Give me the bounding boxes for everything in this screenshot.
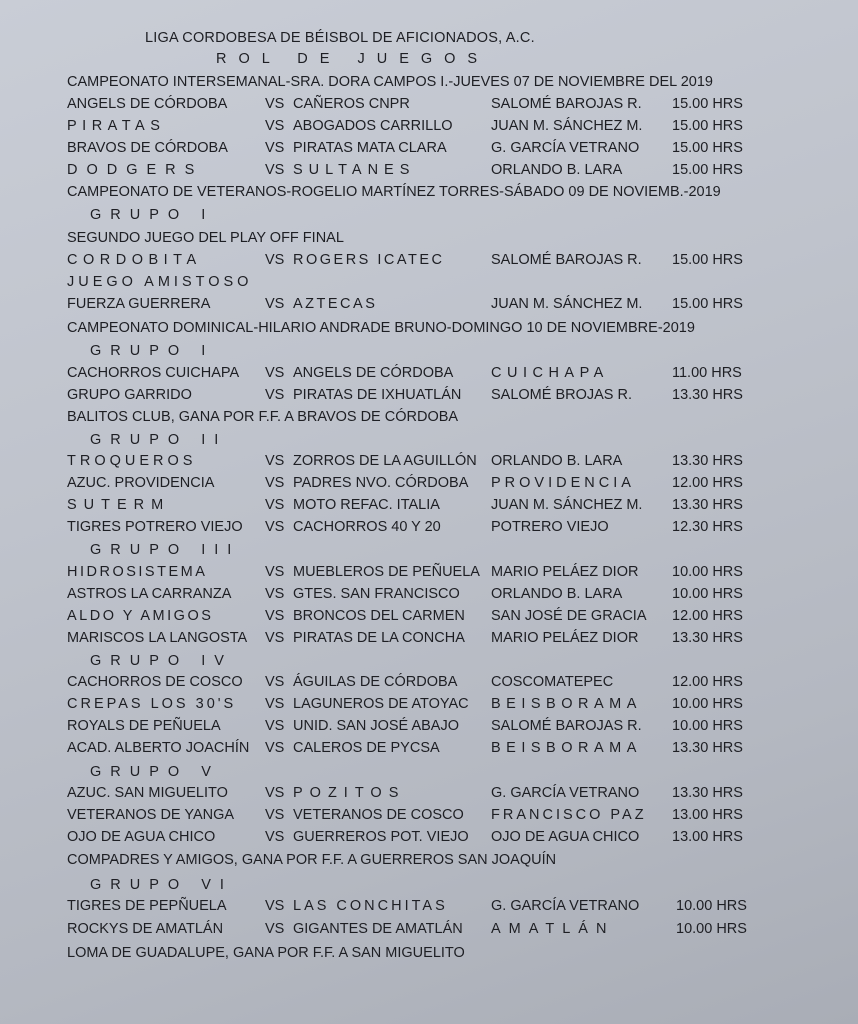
game-time: 13.00 HRS	[672, 829, 743, 845]
vs-label: VS	[265, 608, 285, 624]
game-time: 15.00 HRS	[672, 140, 743, 156]
away-team: GIGANTES DE AMATLÁN	[293, 921, 463, 937]
game-row	[0, 139, 858, 159]
game-row	[0, 496, 858, 516]
game-row	[0, 364, 858, 384]
note: SEGUNDO JUEGO DEL PLAY OFF FINAL	[67, 230, 344, 246]
game-time: 15.00 HRS	[672, 252, 743, 268]
game-row	[0, 717, 858, 737]
field-umpire: BEISBORAMA	[491, 740, 642, 756]
game-row	[0, 673, 858, 693]
group-heading: GRUPO IV	[90, 653, 233, 669]
away-team: PIRATAS DE IXHUATLÁN	[293, 387, 462, 403]
field-umpire: SALOMÉ BAROJAS R.	[491, 252, 642, 268]
group-heading: GRUPO II	[90, 432, 228, 448]
home-team: VETERANOS DE YANGA	[67, 807, 235, 823]
game-row	[0, 585, 858, 605]
home-team: MARISCOS LA LANGOSTA	[67, 630, 248, 646]
field-umpire: SALOMÉ BAROJAS R.	[491, 718, 642, 734]
section-heading: CAMPEONATO INTERSEMANAL-SRA. DORA CAMPOS I.-JUEVES 07 DE NOVIEMBRE DEL 2019	[67, 74, 713, 90]
vs-label: VS	[265, 252, 285, 268]
away-team: ÁGUILAS DE CÓRDOBA	[293, 674, 458, 690]
field-umpire: JUAN M. SÁNCHEZ M.	[491, 118, 643, 134]
note: LOMA DE GUADALUPE, GANA POR F.F. A SAN MIGUELITO	[67, 945, 465, 961]
game-row	[0, 386, 858, 406]
field-umpire: G. GARCÍA VETRANO	[491, 140, 640, 156]
home-team: AZUC. SAN MIGUELITO	[67, 785, 228, 801]
group-heading: GRUPO V	[90, 764, 220, 780]
home-team: TROQUEROS	[67, 453, 197, 469]
game-row	[0, 95, 858, 115]
field-umpire: ORLANDO B. LARA	[491, 586, 623, 602]
home-team: BRAVOS DE CÓRDOBA	[67, 140, 228, 156]
vs-label: VS	[265, 807, 285, 823]
game-row	[0, 897, 858, 917]
home-team: GRUPO GARRIDO	[67, 387, 192, 403]
home-team: OJO DE AGUA CHICO	[67, 829, 216, 845]
note: COMPADRES Y AMIGOS, GANA POR F.F. A GUERREROS SAN JOAQUÍN	[67, 852, 557, 868]
section-heading: CAMPEONATO DOMINICAL-HILARIO ANDRADE BRUNO-DOMINGO 10 DE NOVIEMBRE-2019	[67, 320, 695, 336]
vs-label: VS	[265, 740, 285, 756]
group-heading: GRUPO VI	[90, 877, 233, 893]
game-time: 10.00 HRS	[672, 564, 743, 580]
away-team: PIRATAS DE LA CONCHA	[293, 630, 465, 646]
away-team: AZTECAS	[293, 296, 378, 312]
vs-label: VS	[265, 718, 285, 734]
game-time: 13.30 HRS	[672, 630, 743, 646]
vs-label: VS	[265, 162, 285, 178]
away-team: CACHORROS 40 Y 20	[293, 519, 441, 535]
field-umpire: OJO DE AGUA CHICO	[491, 829, 640, 845]
section-heading: CAMPEONATO DE VETERANOS-ROGELIO MARTÍNEZ TORRES-SÁBADO 09 DE NOVIEMB.-2019	[67, 184, 721, 200]
game-time: 13.30 HRS	[672, 497, 743, 513]
field-umpire: SALOMÉ BROJAS R.	[491, 387, 633, 403]
league-name: LIGA CORDOBESA DE BÉISBOL DE AFICIONADOS, A.C.	[145, 30, 535, 46]
home-team: AZUC. PROVIDENCIA	[67, 475, 215, 491]
vs-label: VS	[265, 296, 285, 312]
game-row	[0, 251, 858, 271]
game-row	[0, 920, 858, 940]
field-umpire: ORLANDO B. LARA	[491, 162, 623, 178]
away-team: SULTANES	[293, 162, 416, 178]
game-row	[0, 518, 858, 538]
away-team: ABOGADOS CARRILLO	[293, 118, 453, 134]
away-team: BRONCOS DEL CARMEN	[293, 608, 465, 624]
game-time: 15.00 HRS	[672, 162, 743, 178]
field-umpire: JUAN M. SÁNCHEZ M.	[491, 296, 643, 312]
vs-label: VS	[265, 387, 285, 403]
away-team: MUEBLEROS DE PEÑUELA	[293, 564, 480, 580]
home-team: ROYALS DE PEÑUELA	[67, 718, 221, 734]
game-row	[0, 695, 858, 715]
game-time: 13.00 HRS	[672, 807, 743, 823]
field-umpire: SALOMÉ BAROJAS R.	[491, 96, 642, 112]
game-row	[0, 563, 858, 583]
vs-label: VS	[265, 564, 285, 580]
game-row	[0, 117, 858, 137]
group-heading: GRUPO III	[90, 542, 241, 558]
game-time: 10.00 HRS	[676, 921, 747, 937]
field-umpire: G. GARCÍA VETRANO	[491, 785, 640, 801]
home-team: DODGERS	[67, 162, 204, 178]
game-row	[0, 784, 858, 804]
away-team: ZORROS DE LA AGUILLÓN	[293, 453, 477, 469]
game-time: 13.30 HRS	[672, 387, 743, 403]
home-team: HIDROSISTEMA	[67, 564, 208, 580]
game-row	[0, 295, 858, 315]
away-team: GTES. SAN FRANCISCO	[293, 586, 460, 602]
game-time: 12.00 HRS	[672, 674, 743, 690]
home-team: SUTERM	[67, 497, 171, 513]
field-umpire: FRANCISCO PAZ	[491, 807, 647, 823]
vs-label: VS	[265, 785, 285, 801]
game-row	[0, 739, 858, 759]
game-time: 13.30 HRS	[672, 453, 743, 469]
home-team: CACHORROS CUICHAPA	[67, 365, 240, 381]
vs-label: VS	[265, 497, 285, 513]
field-umpire: MARIO PELÁEZ DIOR	[491, 630, 639, 646]
field-umpire: PROVIDENCIA	[491, 475, 635, 491]
vs-label: VS	[265, 898, 285, 914]
game-row	[0, 161, 858, 181]
game-time: 15.00 HRS	[672, 118, 743, 134]
game-time: 13.30 HRS	[672, 740, 743, 756]
field-umpire: MARIO PELÁEZ DIOR	[491, 564, 639, 580]
home-team: TIGRES DE PEPÑUELA	[67, 898, 227, 914]
field-umpire: POTRERO VIEJO	[491, 519, 609, 535]
field-umpire: SAN JOSÉ DE GRACIA	[491, 608, 647, 624]
home-team: ACAD. ALBERTO JOACHÍN	[67, 740, 250, 756]
away-team: ANGELS DE CÓRDOBA	[293, 365, 454, 381]
home-team: CREPAS LOS 30'S	[67, 696, 237, 712]
game-time: 10.00 HRS	[676, 898, 747, 914]
away-team: GUERREROS POT. VIEJO	[293, 829, 469, 845]
away-team: LAGUNEROS DE ATOYAC	[293, 696, 469, 712]
vs-label: VS	[265, 140, 285, 156]
away-team: UNID. SAN JOSÉ ABAJO	[293, 718, 459, 734]
game-row	[0, 806, 858, 826]
game-time: 10.00 HRS	[672, 586, 743, 602]
away-team: VETERANOS DE COSCO	[293, 807, 464, 823]
vs-label: VS	[265, 630, 285, 646]
game-time: 15.00 HRS	[672, 296, 743, 312]
game-row	[0, 452, 858, 472]
field-umpire: BEISBORAMA	[491, 696, 642, 712]
vs-label: VS	[265, 118, 285, 134]
field-umpire: COSCOMATEPEC	[491, 674, 614, 690]
home-team: CACHORROS DE COSCO	[67, 674, 243, 690]
home-team: TIGRES POTRERO VIEJO	[67, 519, 243, 535]
away-team: MOTO REFAC. ITALIA	[293, 497, 440, 513]
vs-label: VS	[265, 365, 285, 381]
field-umpire: ORLANDO B. LARA	[491, 453, 623, 469]
home-team: CORDOBITA	[67, 252, 202, 268]
game-time: 10.00 HRS	[672, 718, 743, 734]
field-umpire: AMATLÁN	[491, 921, 615, 937]
vs-label: VS	[265, 453, 285, 469]
away-team: CALEROS DE PYCSA	[293, 740, 440, 756]
game-time: 12.00 HRS	[672, 608, 743, 624]
vs-label: VS	[265, 586, 285, 602]
home-team: FUERZA GUERRERA	[67, 296, 211, 312]
group-heading: GRUPO I	[90, 207, 215, 223]
game-row	[0, 629, 858, 649]
away-team: PADRES NVO. CÓRDOBA	[293, 475, 469, 491]
home-team: PIRATAS	[67, 118, 166, 134]
away-team: PIRATAS MATA CLARA	[293, 140, 447, 156]
home-team: ROCKYS DE AMATLÁN	[67, 921, 224, 937]
away-team: CAÑEROS CNPR	[293, 96, 410, 112]
game-row	[0, 607, 858, 627]
home-team: ASTROS LA CARRANZA	[67, 586, 232, 602]
field-umpire: CUICHAPA	[491, 365, 609, 381]
field-umpire: JUAN M. SÁNCHEZ M.	[491, 497, 643, 513]
game-time: 13.30 HRS	[672, 785, 743, 801]
note: JUEGO AMISTOSO	[67, 274, 253, 290]
vs-label: VS	[265, 519, 285, 535]
game-row	[0, 474, 858, 494]
game-time: 12.30 HRS	[672, 519, 743, 535]
away-team: POZITOS	[293, 785, 406, 801]
note: BALITOS CLUB, GANA POR F.F. A BRAVOS DE CÓRDOBA	[67, 409, 459, 425]
game-row	[0, 828, 858, 848]
vs-label: VS	[265, 921, 285, 937]
game-time: 12.00 HRS	[672, 475, 743, 491]
home-team: ANGELS DE CÓRDOBA	[67, 96, 228, 112]
home-team: ALDO Y AMIGOS	[67, 608, 214, 624]
document-title: ROL DE JUEGOS	[216, 51, 490, 67]
vs-label: VS	[265, 696, 285, 712]
away-team: ROGERS ICATEC	[293, 252, 445, 268]
game-time: 10.00 HRS	[672, 696, 743, 712]
game-time: 11.00 HRS	[672, 365, 742, 381]
vs-label: VS	[265, 829, 285, 845]
vs-label: VS	[265, 674, 285, 690]
group-heading: GRUPO I	[90, 343, 215, 359]
vs-label: VS	[265, 475, 285, 491]
field-umpire: G. GARCÍA VETRANO	[491, 898, 640, 914]
away-team: LAS CONCHITAS	[293, 898, 448, 914]
vs-label: VS	[265, 96, 285, 112]
game-time: 15.00 HRS	[672, 96, 743, 112]
